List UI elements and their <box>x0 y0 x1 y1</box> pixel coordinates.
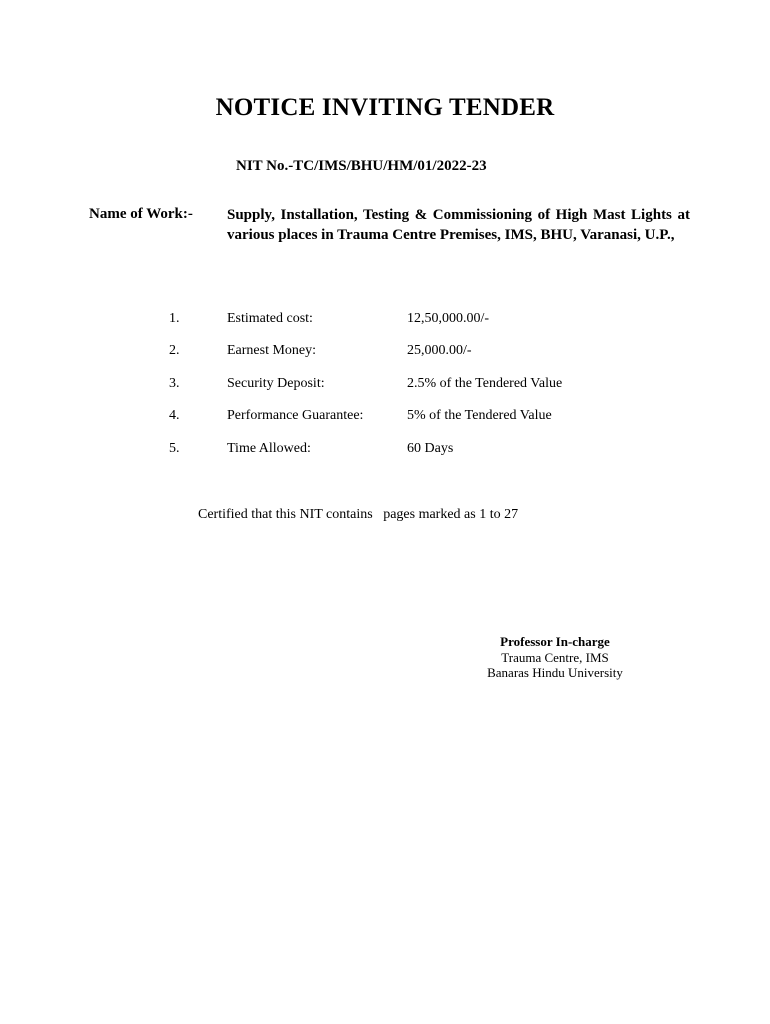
document-title: NOTICE INVITING TENDER <box>215 94 555 121</box>
item-value: 60 Days <box>407 441 454 456</box>
item-value: 5% of the Tendered Value <box>407 408 552 423</box>
item-number: 3. <box>169 376 180 391</box>
item-label: Time Allowed: <box>227 441 311 456</box>
item-label: Estimated cost: <box>227 311 313 326</box>
item-label: Performance Guarantee: <box>227 408 364 423</box>
item-value: 12,50,000.00/- <box>407 311 490 326</box>
name-of-work-label: Name of Work:- <box>89 206 193 222</box>
list-item-security-deposit <box>0 376 770 396</box>
item-label: Earnest Money: <box>227 343 317 358</box>
list-item-performance-guarantee <box>0 408 770 428</box>
item-number: 1. <box>169 311 180 326</box>
signatory-title: Professor In-charge <box>500 634 610 649</box>
list-item-time-allowed <box>0 441 770 461</box>
list-item-earnest-money <box>0 343 770 363</box>
certification-statement: Certified that this NIT contains pages marked as 1 to 27 <box>198 507 519 522</box>
list-item-estimated-cost <box>0 311 770 331</box>
item-value: 25,000.00/- <box>407 343 472 358</box>
item-value: 2.5% of the Tendered Value <box>407 376 563 391</box>
item-label: Security Deposit: <box>227 376 325 391</box>
item-number: 5. <box>169 441 180 456</box>
item-number: 2. <box>169 343 180 358</box>
signatory-institution: Banaras Hindu University <box>487 665 623 680</box>
signature-block <box>455 634 655 681</box>
signatory-department: Trauma Centre, IMS <box>501 649 609 665</box>
nit-number: NIT No.-TC/IMS/BHU/HM/01/2022-23 <box>236 158 487 174</box>
item-number: 4. <box>169 408 180 423</box>
name-of-work-text: Supply, Installation, Testing & Commissioning of High Mast Lights at various places in Trauma Centre Premises, IMS, BHU, Varanasi, U.P., <box>227 207 690 243</box>
